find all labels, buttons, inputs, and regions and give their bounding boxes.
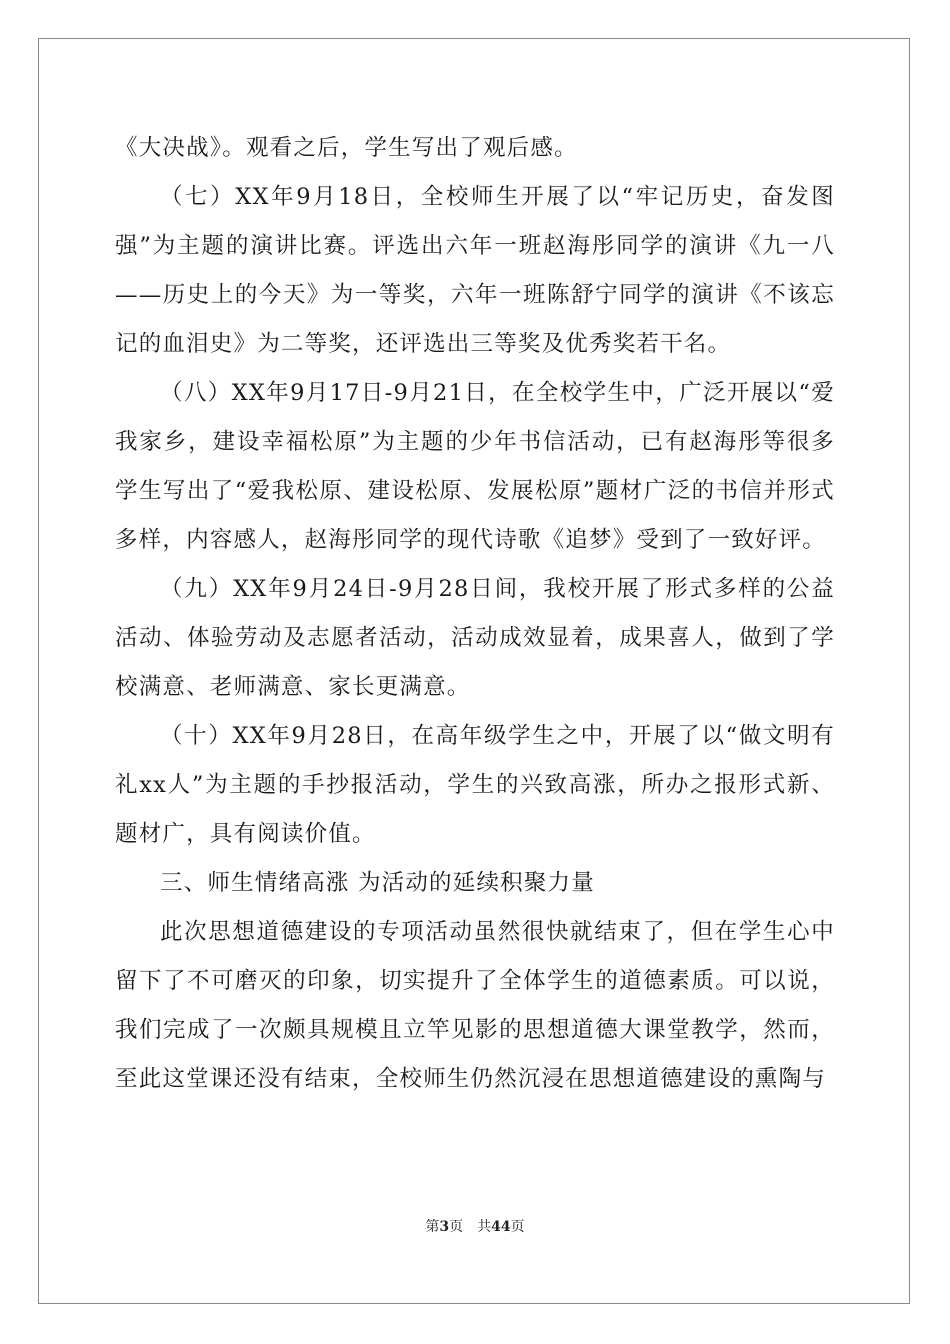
paragraph: （九）XX年9月24日-9月28日间，我校开展了形式多样的公益活动、体验劳动及志愿者活动，活动成效显着，成果喜人，做到了学校满意、老师满意、家长更满意。 <box>115 576 835 700</box>
page-footer <box>0 1217 950 1237</box>
paragraph: （十）XX年9月28日，在高年级学生之中，开展了以“做文明有礼xx人”为主题的手抄报活动，学生的兴致高涨，所办之报形式新、题材广，具有阅读价值。 <box>115 723 835 847</box>
total-prefix: 共 <box>477 1219 492 1235</box>
page-prefix: 第 <box>425 1219 440 1235</box>
paragraph: 此次思想道德建设的专项活动虽然很快就结束了，但在学生心中留下了不可磨灭的印象，切实提升了全体学生的道德素质。可以说，我们完成了一次颇具规模且立竿见影的思想道德大课堂教学，然而，至此这堂课还没有结束，全校师生仍然沉浸在思想道德建设的熏陶与 <box>115 919 835 1092</box>
page-number: 3 <box>439 1219 450 1235</box>
page-suffix: 页 <box>449 1219 464 1235</box>
section-heading: 三、师生情绪高涨 为活动的延续积聚力量 <box>160 870 595 896</box>
paragraph: （七）XX年9月18日，全校师生开展了以“牢记历史，奋发图强”为主题的演讲比赛。评选出六年一班赵海彤同学的演讲《九一八——历史上的今天》为一等奖，六年一班陈舒宁同学的演讲《不该忘记的血泪史》为二等奖，还评选出三等奖及优秀奖若干名。 <box>115 184 835 357</box>
total-suffix: 页 <box>510 1219 525 1235</box>
paragraph: （八）XX年9月17日-9月21日，在全校学生中，广泛开展以“爱我家乡，建设幸福松原”为主题的少年书信活动，已有赵海彤等很多学生写出了“爱我松原、建设松原、发展松原”题材广泛的书信并形式多样，内容感人，赵海彤同学的现代诗歌《追梦》受到了一致好评。 <box>115 380 835 553</box>
document-body <box>115 124 835 1104</box>
total-pages: 44 <box>491 1219 511 1235</box>
paragraph: 《大决战》。观看之后，学生写出了观后感。 <box>115 135 578 161</box>
